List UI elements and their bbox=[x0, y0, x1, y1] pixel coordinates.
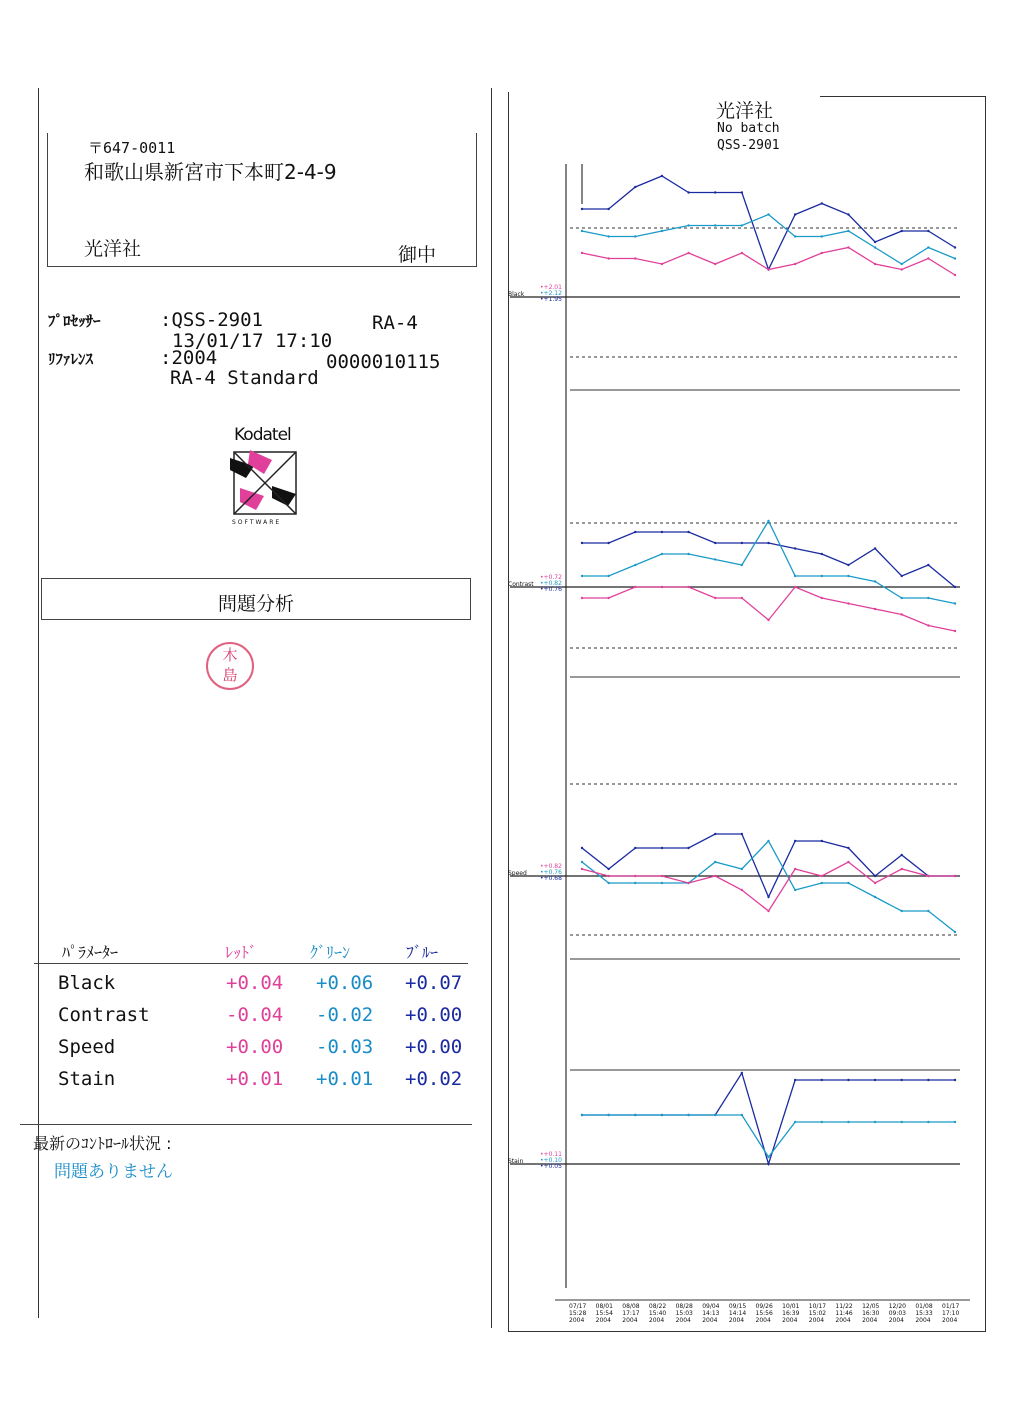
data-point-red bbox=[634, 875, 636, 877]
data-point-green bbox=[901, 1121, 903, 1123]
param-green: +0.01 bbox=[316, 1068, 374, 1090]
data-point-green bbox=[821, 575, 823, 577]
series-line-green bbox=[582, 521, 955, 604]
x-tick-label: 15:33 bbox=[915, 1310, 933, 1317]
start-value-red: •+0.11 bbox=[540, 1151, 562, 1158]
header-blue: ﾌﾞﾙｰ bbox=[406, 943, 439, 962]
data-point-green bbox=[874, 246, 876, 248]
param-red: -0.04 bbox=[226, 1004, 284, 1026]
data-point-green bbox=[714, 1114, 716, 1116]
data-point-green bbox=[661, 553, 663, 555]
data-point-blue bbox=[874, 241, 876, 243]
data-point-blue bbox=[687, 191, 689, 193]
data-point-red bbox=[741, 597, 743, 599]
data-point-green bbox=[821, 1121, 823, 1123]
data-point-red bbox=[607, 875, 609, 877]
data-point-blue bbox=[581, 208, 583, 210]
x-tick-label: 2004 bbox=[782, 1317, 798, 1324]
data-point-red bbox=[741, 252, 743, 254]
data-point-blue bbox=[794, 1079, 796, 1081]
logo-subtext: SOFTWARE bbox=[232, 519, 282, 526]
data-point-blue bbox=[821, 1079, 823, 1081]
data-point-blue bbox=[607, 868, 609, 870]
data-point-red bbox=[714, 263, 716, 265]
data-point-red bbox=[821, 252, 823, 254]
data-point-red bbox=[927, 875, 929, 877]
data-point-red bbox=[661, 586, 663, 588]
data-point-red bbox=[767, 910, 769, 912]
data-point-green bbox=[901, 597, 903, 599]
data-point-blue bbox=[901, 854, 903, 856]
series-line-green bbox=[582, 1115, 955, 1157]
data-point-green bbox=[607, 575, 609, 577]
param-green: +0.06 bbox=[316, 972, 374, 994]
data-point-green bbox=[901, 263, 903, 265]
data-point-red bbox=[581, 868, 583, 870]
start-value-blue: •+0.68 bbox=[540, 875, 562, 882]
x-tick-label: 12/20 bbox=[888, 1303, 907, 1310]
x-tick-label: 10/01 bbox=[782, 1303, 800, 1310]
x-tick-label: 2004 bbox=[888, 1317, 904, 1324]
data-point-red bbox=[927, 624, 929, 626]
x-tick-label: 2004 bbox=[569, 1317, 585, 1324]
param-red: +0.00 bbox=[226, 1036, 284, 1058]
data-point-red bbox=[634, 586, 636, 588]
data-point-red bbox=[901, 268, 903, 270]
header-red: ﾚｯﾄﾞ bbox=[225, 943, 258, 962]
data-point-red bbox=[847, 602, 849, 604]
x-tick-label: 2004 bbox=[755, 1317, 771, 1324]
x-tick-label: 2004 bbox=[648, 1317, 665, 1324]
x-tick-label: 12/05 bbox=[862, 1303, 880, 1310]
data-point-blue bbox=[927, 1079, 929, 1081]
param-name: Black bbox=[58, 972, 116, 994]
data-point-green bbox=[741, 868, 743, 870]
data-point-blue bbox=[874, 875, 876, 877]
data-point-green bbox=[634, 1114, 636, 1116]
data-point-red bbox=[687, 882, 689, 884]
data-point-red bbox=[874, 263, 876, 265]
x-tick-label: 08/08 bbox=[622, 1303, 640, 1310]
param-blue: +0.02 bbox=[405, 1068, 463, 1090]
x-tick-label: 08/28 bbox=[675, 1303, 693, 1310]
data-point-red bbox=[847, 246, 849, 248]
param-red: +0.01 bbox=[226, 1068, 284, 1090]
data-point-blue bbox=[581, 542, 583, 544]
data-point-red bbox=[607, 257, 609, 259]
data-point-green bbox=[661, 1114, 663, 1116]
start-value-blue: •+0.76 bbox=[540, 586, 562, 593]
data-point-blue bbox=[874, 1079, 876, 1081]
param-green: -0.02 bbox=[316, 1004, 374, 1026]
data-point-green bbox=[661, 230, 663, 232]
data-point-green bbox=[741, 564, 743, 566]
process-type: RA-4 bbox=[372, 312, 418, 334]
x-tick-label: 09/26 bbox=[755, 1303, 773, 1310]
x-tick-label: 2004 bbox=[862, 1317, 878, 1324]
data-point-blue bbox=[874, 547, 876, 549]
series-line-blue bbox=[582, 532, 955, 587]
data-point-green bbox=[954, 257, 956, 259]
x-tick-label: 2004 bbox=[942, 1317, 958, 1324]
processor-label: ﾌﾟﾛｾｯｻｰ bbox=[48, 312, 101, 330]
x-tick-label: 15:03 bbox=[675, 1310, 693, 1317]
processor-value: :QSS-2901 bbox=[160, 309, 263, 331]
data-point-red bbox=[821, 597, 823, 599]
table-row bbox=[34, 1004, 468, 1036]
data-point-red bbox=[714, 597, 716, 599]
data-point-blue bbox=[821, 202, 823, 204]
x-tick-label: 2004 bbox=[702, 1317, 718, 1324]
data-point-blue bbox=[821, 553, 823, 555]
data-point-green bbox=[741, 224, 743, 226]
data-point-green bbox=[714, 558, 716, 560]
chart-processor: QSS-2901 bbox=[717, 138, 780, 153]
data-point-blue bbox=[634, 531, 636, 533]
panel-label: Stain bbox=[508, 1158, 524, 1165]
data-point-red bbox=[874, 882, 876, 884]
data-point-blue bbox=[901, 1079, 903, 1081]
data-point-blue bbox=[901, 575, 903, 577]
data-point-green bbox=[661, 882, 663, 884]
data-point-green bbox=[927, 910, 929, 912]
data-point-blue bbox=[741, 542, 743, 544]
data-point-blue bbox=[714, 191, 716, 193]
data-point-red bbox=[901, 613, 903, 615]
data-point-green bbox=[874, 1121, 876, 1123]
param-name: Contrast bbox=[58, 1004, 150, 1026]
data-point-blue bbox=[687, 847, 689, 849]
data-point-red bbox=[581, 597, 583, 599]
data-point-green bbox=[954, 931, 956, 933]
data-point-green bbox=[767, 840, 769, 842]
honorific: 御中 bbox=[398, 244, 437, 266]
data-point-green bbox=[581, 230, 583, 232]
data-point-blue bbox=[821, 840, 823, 842]
chart-frame-bottom bbox=[508, 1331, 986, 1332]
start-value-green: •+0.76 bbox=[540, 869, 562, 876]
data-point-green bbox=[794, 1121, 796, 1123]
chart-frame-right bbox=[985, 96, 986, 1332]
data-point-red bbox=[847, 861, 849, 863]
data-point-blue bbox=[741, 833, 743, 835]
data-point-blue bbox=[794, 547, 796, 549]
param-name: Speed bbox=[58, 1036, 116, 1058]
data-point-green bbox=[581, 1114, 583, 1116]
start-value-red: •+0.82 bbox=[540, 863, 562, 870]
data-point-green bbox=[927, 597, 929, 599]
data-point-green bbox=[634, 235, 636, 237]
data-point-green bbox=[874, 896, 876, 898]
x-tick-label: 08/01 bbox=[595, 1303, 613, 1310]
x-tick-label: 01/17 bbox=[942, 1303, 960, 1310]
data-point-blue bbox=[661, 531, 663, 533]
x-tick-label: 11:46 bbox=[835, 1310, 853, 1317]
data-point-blue bbox=[714, 833, 716, 835]
series-line-blue bbox=[582, 834, 955, 897]
data-point-green bbox=[607, 882, 609, 884]
data-point-blue bbox=[954, 246, 956, 248]
x-tick-label: 2004 bbox=[835, 1317, 851, 1324]
data-point-blue bbox=[767, 542, 769, 544]
data-point-blue bbox=[927, 564, 929, 566]
data-point-green bbox=[581, 575, 583, 577]
data-point-blue bbox=[607, 542, 609, 544]
panel-label: Speed bbox=[508, 870, 527, 877]
data-point-blue bbox=[901, 230, 903, 232]
param-green: -0.03 bbox=[316, 1036, 374, 1058]
reference-label: ﾘﾌｧﾚﾝｽ bbox=[48, 350, 94, 368]
param-blue: +0.00 bbox=[405, 1004, 463, 1026]
center-frame-line bbox=[491, 88, 492, 1328]
x-tick-label: 2004 bbox=[675, 1317, 691, 1324]
data-point-red bbox=[687, 252, 689, 254]
x-tick-label: 11/22 bbox=[835, 1303, 853, 1310]
chart-batch: No batch bbox=[717, 121, 780, 136]
stamp-text: 木島 bbox=[222, 646, 238, 684]
data-point-green bbox=[607, 1114, 609, 1116]
status-label: 最新のｺﾝﾄﾛｰﾙ状況 : bbox=[33, 1134, 172, 1153]
data-point-green bbox=[581, 861, 583, 863]
seal-stamp bbox=[206, 642, 254, 690]
reference-value: :2004 bbox=[160, 347, 218, 369]
series-line-red bbox=[582, 587, 955, 631]
x-tick-label: 2004 bbox=[915, 1317, 931, 1324]
param-name: Stain bbox=[58, 1068, 116, 1090]
data-point-blue bbox=[927, 230, 929, 232]
start-value-red: •+0.72 bbox=[540, 574, 562, 581]
x-tick-label: 10/17 bbox=[808, 1303, 827, 1310]
x-tick-label: 2004 bbox=[808, 1317, 825, 1324]
data-point-green bbox=[821, 882, 823, 884]
series-line-red bbox=[582, 862, 955, 911]
data-point-red bbox=[954, 630, 956, 632]
logo-mark-icon bbox=[226, 446, 302, 518]
x-tick-label: 15:02 bbox=[808, 1310, 827, 1317]
datetime: 13/01/17 17:10 bbox=[172, 330, 333, 352]
series-line-blue bbox=[582, 176, 955, 270]
param-blue: +0.00 bbox=[405, 1036, 463, 1058]
x-tick-label: 2004 bbox=[728, 1317, 745, 1324]
data-point-green bbox=[634, 564, 636, 566]
x-tick-label: 15:56 bbox=[755, 1310, 773, 1317]
series-line-green bbox=[582, 841, 955, 932]
data-point-blue bbox=[634, 186, 636, 188]
data-point-green bbox=[847, 882, 849, 884]
x-tick-label: 08/22 bbox=[648, 1303, 667, 1310]
data-point-green bbox=[634, 882, 636, 884]
series-line-green bbox=[582, 215, 955, 265]
recipient-name: 光洋社 bbox=[84, 238, 142, 260]
data-point-green bbox=[954, 602, 956, 604]
x-tick-label: 14:13 bbox=[702, 1310, 720, 1317]
header-rule bbox=[34, 963, 468, 964]
data-point-green bbox=[794, 889, 796, 891]
x-tick-label: 15:28 bbox=[569, 1310, 587, 1317]
data-point-green bbox=[767, 520, 769, 522]
data-point-red bbox=[741, 889, 743, 891]
data-point-green bbox=[927, 246, 929, 248]
data-point-red bbox=[874, 608, 876, 610]
panel-label: Contrast bbox=[508, 581, 534, 588]
address-line: 和歌山県新宮市下本町2-4-9 bbox=[84, 160, 337, 184]
data-point-blue bbox=[794, 840, 796, 842]
start-value-green: •+0.82 bbox=[540, 580, 562, 587]
data-point-blue bbox=[954, 1079, 956, 1081]
data-point-green bbox=[741, 1114, 743, 1116]
control-chart bbox=[500, 90, 980, 1330]
data-point-red bbox=[607, 597, 609, 599]
data-point-red bbox=[661, 875, 663, 877]
data-point-green bbox=[714, 224, 716, 226]
data-point-blue bbox=[634, 847, 636, 849]
data-point-green bbox=[954, 1121, 956, 1123]
logo-text: Kodatel bbox=[234, 425, 291, 445]
start-value-green: •+2.12 bbox=[540, 290, 562, 297]
x-tick-label: 07/17 bbox=[569, 1303, 587, 1310]
x-tick-label: 17:17 bbox=[622, 1310, 640, 1317]
data-point-blue bbox=[847, 213, 849, 215]
data-point-green bbox=[687, 224, 689, 226]
param-red: +0.04 bbox=[226, 972, 284, 994]
data-point-green bbox=[714, 861, 716, 863]
section-title: 問題分析 bbox=[217, 593, 294, 615]
data-point-green bbox=[847, 1121, 849, 1123]
data-point-green bbox=[901, 910, 903, 912]
data-point-blue bbox=[794, 213, 796, 215]
start-value-green: •+0.10 bbox=[540, 1157, 562, 1164]
data-point-green bbox=[847, 575, 849, 577]
param-blue: +0.07 bbox=[405, 972, 463, 994]
data-point-red bbox=[901, 868, 903, 870]
x-tick-label: 2004 bbox=[595, 1317, 611, 1324]
data-point-green bbox=[847, 230, 849, 232]
data-point-green bbox=[767, 1156, 769, 1158]
x-tick-label: 15:54 bbox=[595, 1310, 613, 1317]
status-value: 問題ありません bbox=[54, 1162, 173, 1182]
data-point-green bbox=[794, 235, 796, 237]
data-point-blue bbox=[714, 542, 716, 544]
data-point-green bbox=[794, 575, 796, 577]
data-point-red bbox=[687, 586, 689, 588]
data-point-red bbox=[661, 263, 663, 265]
data-point-green bbox=[767, 213, 769, 215]
data-point-blue bbox=[847, 847, 849, 849]
status-rule bbox=[20, 1124, 472, 1130]
zip-code: 〒647-0011 bbox=[88, 139, 176, 157]
x-tick-label: 01/08 bbox=[915, 1303, 933, 1310]
standard-name: RA-4 Standard bbox=[170, 367, 319, 389]
table-row bbox=[34, 1068, 468, 1100]
data-point-red bbox=[634, 257, 636, 259]
data-point-red bbox=[767, 268, 769, 270]
data-point-blue bbox=[741, 1072, 743, 1074]
x-tick-label: 09/04 bbox=[702, 1303, 720, 1310]
x-tick-label: 17:10 bbox=[942, 1310, 960, 1317]
data-point-red bbox=[954, 274, 956, 276]
data-point-blue bbox=[607, 208, 609, 210]
data-point-green bbox=[607, 235, 609, 237]
table-row bbox=[34, 1036, 468, 1068]
data-point-green bbox=[687, 553, 689, 555]
data-point-red bbox=[794, 263, 796, 265]
problem-analysis-box bbox=[41, 578, 471, 620]
data-point-blue bbox=[687, 531, 689, 533]
data-point-red bbox=[794, 868, 796, 870]
start-value-blue: •+0.05 bbox=[540, 1163, 562, 1170]
data-point-green bbox=[821, 235, 823, 237]
table-row bbox=[34, 972, 468, 1004]
data-point-red bbox=[581, 252, 583, 254]
header-parameter: ﾊﾟﾗﾒｰﾀｰ bbox=[62, 943, 119, 962]
data-point-red bbox=[954, 875, 956, 877]
x-tick-label: 16:39 bbox=[782, 1310, 800, 1317]
data-point-green bbox=[687, 1114, 689, 1116]
data-point-blue bbox=[847, 1079, 849, 1081]
x-tick-label: 15:40 bbox=[648, 1310, 667, 1317]
data-point-blue bbox=[767, 1163, 769, 1165]
header-green: ｸﾞﾘｰﾝ bbox=[310, 943, 351, 962]
data-point-blue bbox=[767, 896, 769, 898]
data-point-red bbox=[794, 586, 796, 588]
data-point-green bbox=[874, 580, 876, 582]
x-tick-label: 2004 bbox=[622, 1317, 638, 1324]
data-point-red bbox=[821, 875, 823, 877]
start-value-blue: •+1.95 bbox=[540, 296, 562, 303]
serial-number: 0000010115 bbox=[326, 351, 441, 373]
chart-company: 光洋社 bbox=[716, 100, 774, 122]
x-tick-label: 09/15 bbox=[728, 1303, 747, 1310]
data-point-blue bbox=[741, 191, 743, 193]
data-point-blue bbox=[581, 847, 583, 849]
panel-label: Black bbox=[508, 291, 525, 298]
start-value-red: •+2.01 bbox=[540, 284, 562, 291]
data-point-blue bbox=[661, 847, 663, 849]
x-tick-label: 16:30 bbox=[862, 1310, 880, 1317]
data-point-red bbox=[927, 257, 929, 259]
x-tick-label: 14:14 bbox=[728, 1310, 747, 1317]
data-point-red bbox=[714, 875, 716, 877]
data-point-blue bbox=[954, 586, 956, 588]
data-point-green bbox=[927, 1121, 929, 1123]
data-point-red bbox=[767, 619, 769, 621]
x-tick-label: 09:03 bbox=[888, 1310, 907, 1317]
data-point-blue bbox=[847, 564, 849, 566]
series-line-blue bbox=[582, 1073, 955, 1164]
data-point-blue bbox=[661, 175, 663, 177]
